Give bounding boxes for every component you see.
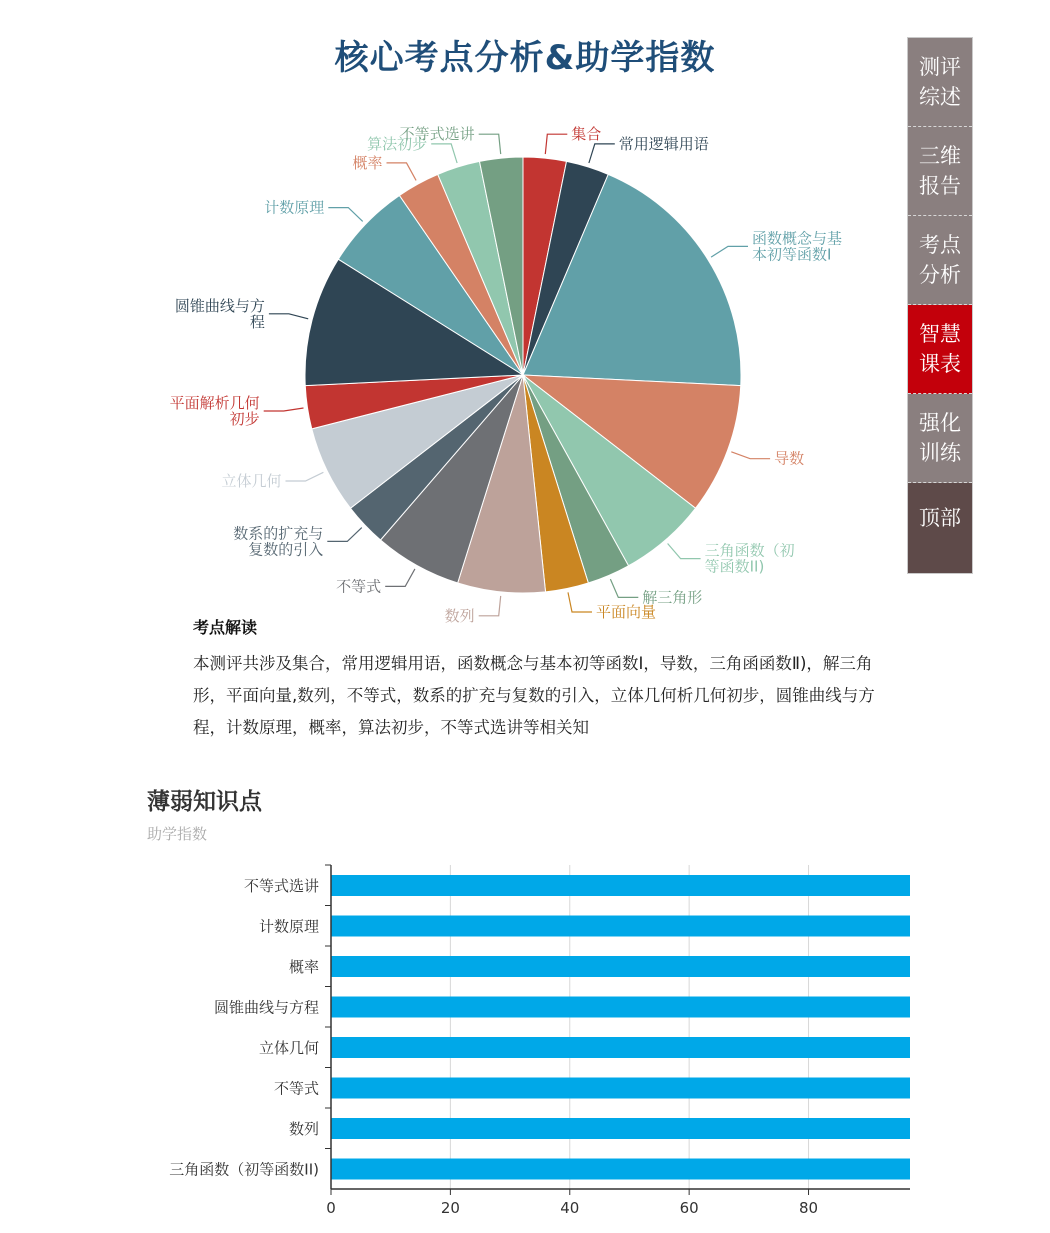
- nav-item-analysis[interactable]: [908, 216, 972, 305]
- nav-label: 考点分析: [919, 233, 961, 287]
- pie-label-line: [711, 246, 748, 257]
- nav-item-training[interactable]: [908, 394, 972, 483]
- pie-label-line: [385, 569, 415, 587]
- reading-title: 考点解读: [193, 618, 258, 637]
- weak-points-subtitle: 助学指数: [147, 825, 208, 843]
- nav-item-smart-schedule[interactable]: [908, 305, 972, 394]
- pie-slice-label: 不等式选讲: [399, 125, 475, 144]
- pie-label-line: [387, 163, 417, 181]
- pie-slice-label: 平面解析几何初步: [169, 394, 260, 428]
- nav-item-overview[interactable]: [908, 38, 972, 127]
- pie-label-line: [264, 408, 304, 411]
- pie-slice-label: 集合: [571, 125, 602, 144]
- pie-label-line: [327, 528, 362, 542]
- pie-slice-label: 圆锥曲线与方程: [174, 296, 265, 331]
- bar[interactable]: [331, 916, 910, 937]
- x-tick-label: 80: [798, 1199, 819, 1217]
- category-label: 不等式选讲: [243, 877, 319, 895]
- page-title: 核心考点分析&助学指数: [334, 38, 716, 78]
- category-label: 立体几何: [258, 1039, 319, 1057]
- side-navigation: [907, 37, 973, 574]
- analysis-reading: [193, 615, 893, 744]
- x-tick-label: 0: [326, 1199, 336, 1217]
- bar-chart: [130, 855, 920, 1230]
- pie-slice-label: 三角函数（初等函数II): [704, 541, 795, 576]
- category-label: 三角函数（初等函数II): [169, 1160, 319, 1179]
- pie-slice-label: 数列: [444, 606, 475, 625]
- pie-slice-label: 导数: [774, 449, 805, 468]
- x-tick-label: 20: [440, 1199, 460, 1217]
- pie-slice-label: 常用逻辑用语: [618, 134, 709, 153]
- category-label: 不等式: [273, 1079, 319, 1098]
- pie-slice-label: 算法初步: [367, 134, 428, 153]
- pie-slice-label: 解三角形: [642, 588, 703, 607]
- pie-chart: [140, 125, 900, 625]
- category-label: 圆锥曲线与方程: [213, 998, 319, 1017]
- nav-label: 顶部: [919, 506, 961, 530]
- pie-slice-label: 计数原理: [264, 198, 325, 217]
- x-tick-label: 40: [560, 1199, 580, 1217]
- bar[interactable]: [331, 956, 910, 977]
- pie-label-line: [286, 472, 324, 481]
- pie-label-line: [479, 596, 501, 616]
- category-label: 概率: [288, 958, 319, 976]
- pie-label-line: [269, 314, 308, 319]
- pie-slice-label: 数系的扩充与复数的引入: [233, 524, 324, 559]
- pie-label-line: [545, 134, 567, 154]
- bar[interactable]: [331, 1037, 910, 1058]
- nav-item-3d-report[interactable]: [908, 127, 972, 216]
- category-label: 计数原理: [258, 917, 319, 936]
- pie-label-line: [568, 592, 592, 612]
- pie-label-line: [479, 134, 501, 154]
- pie-slice-label: 立体几何: [221, 472, 282, 490]
- pie-label-line: [610, 579, 638, 597]
- reading-text: 本测评共涉及集合，常用逻辑用语，函数概念与基本初等函数Ⅰ，导数，三角函函数Ⅱ)，解三角形，平面向量,数列，不等式，数系的扩充与复数的引入，立体几何析几何初步，圆锥曲线与方程，计数原理，概率，算法初步，不等式选讲等相关知: [193, 654, 875, 737]
- bar[interactable]: [331, 997, 910, 1018]
- pie-label-line: [668, 544, 701, 559]
- bar[interactable]: [331, 875, 910, 896]
- pie-slice-label: 不等式: [336, 577, 382, 596]
- nav-label: 三维报告: [919, 144, 961, 198]
- category-label: 数列: [288, 1120, 319, 1138]
- pie-label-line: [731, 452, 770, 459]
- pie-label-line: [589, 144, 615, 163]
- weak-points-title: 薄弱知识点: [147, 789, 262, 815]
- nav-label: 强化训练: [919, 411, 961, 465]
- pie-slice-label: 概率: [352, 153, 383, 172]
- bar[interactable]: [331, 1078, 910, 1099]
- bar[interactable]: [331, 1159, 910, 1180]
- pie-slice-label: 平面向量: [596, 603, 657, 621]
- nav-label: 智慧课表: [919, 322, 961, 376]
- nav-label: 测评综述: [919, 55, 961, 109]
- pie-label-line: [328, 208, 362, 222]
- x-tick-label: 60: [679, 1199, 699, 1217]
- pie-slice-label: 函数概念与基本初等函数Ⅰ: [752, 229, 843, 264]
- bar[interactable]: [331, 1118, 910, 1139]
- pie-label-line: [431, 144, 457, 163]
- nav-item-top[interactable]: [908, 483, 972, 573]
